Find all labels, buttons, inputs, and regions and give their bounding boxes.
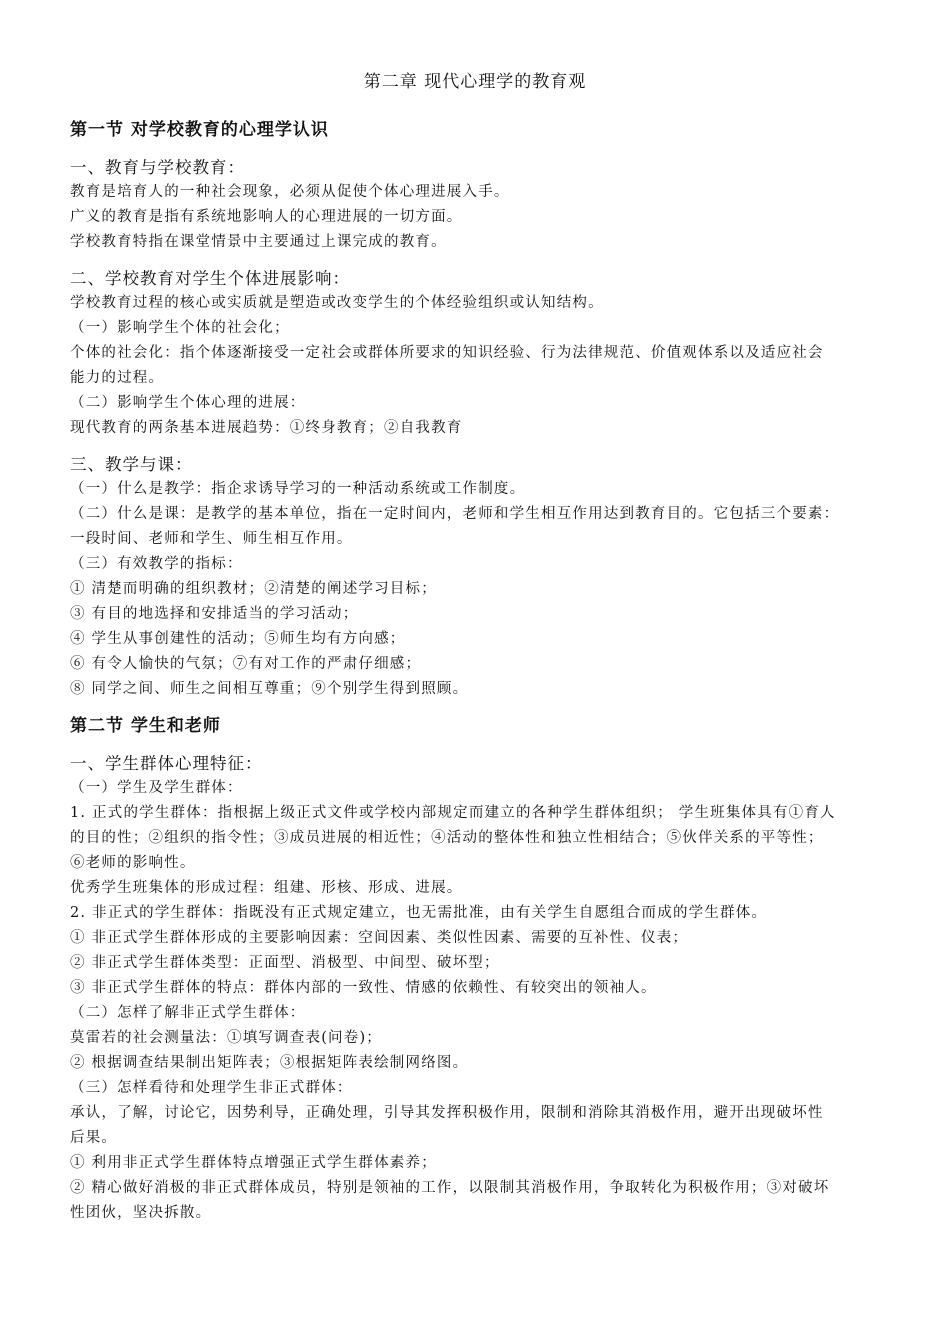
paragraph-line: （二）怎样了解非正式学生群体：	[70, 1005, 306, 1021]
paragraph-line: 2. 非正式的学生群体：指既没有正式规定建立，也无需批准，由有关学生自愿组合而成的学生群体。	[70, 905, 768, 921]
list-item: ③ 有目的地选择和安排适当的学习活动；	[70, 606, 359, 622]
list-item: ① 非正式学生群体形成的主要影响因素：空间因素、类似性因素、需要的互补性、仪表；	[70, 930, 689, 946]
list-item: ② 非正式学生群体类型：正面型、消极型、中间型、破坏型；	[70, 955, 500, 971]
paragraph-line: 个体的社会化：指个体逐渐接受一定社会或群体所要求的知识经验、行为法律规范、价值观体系以及适应社会	[70, 345, 824, 361]
paragraph-line: 优秀学生班集体的形成过程：组建、形核、形成、进展。	[70, 880, 463, 896]
list-item: ⑥ 有令人愉快的气氛；⑦有对工作的严肃仔细感；	[70, 656, 422, 672]
paragraph-line: 广义的教育是指有系统地影响人的心理进展的一切方面。	[70, 209, 463, 225]
paragraph-line: （三）怎样看待和处理学生非正式群体：	[70, 1080, 353, 1096]
heading-2-1: 一、学生群体心理特征：	[70, 754, 263, 773]
paragraph-line: 现代教育的两条基本进展趋势：①终身教育；②自我教育	[70, 420, 463, 436]
heading-1-2: 二、学校教育对学生个体进展影响：	[70, 269, 350, 288]
paragraph-line: 学校教育过程的核心或实质就是塑造或改变学生的个体经验组织或认知结构。	[70, 295, 604, 311]
list-item: ② 精心做好消极的非正式群体成员，特别是领袖的工作，以限制其消极作用，争取转化为积极作用；③对破坏	[70, 1180, 830, 1196]
heading-1-1: 一、教育与学校教育：	[70, 158, 245, 177]
paragraph-line: 后果。	[70, 1130, 118, 1146]
list-item: ③ 非正式学生群体的特点：群体内部的一致性、情感的依赖性、有较突出的领袖人。	[70, 980, 657, 996]
paragraph-line: 的目的性；②组织的指令性；③成员进展的相近性；④活动的整体性和独立性相结合；⑤伙伴关系的平等性；	[70, 830, 824, 846]
paragraph-line: 承认，了解，讨论它，因势利导，正确处理，引导其发挥积极作用，限制和消除其消极作用，避开出现破坏性	[70, 1105, 824, 1121]
paragraph-line: 能力的过程。	[70, 370, 165, 386]
paragraph-line: （二）什么是课：是教学的基本单位，指在一定时间内，老师和学生相互作用达到教育目的。它包括三个要素：	[70, 506, 840, 522]
chapter-title: 第二章 现代心理学的教育观	[363, 72, 587, 92]
section-1-title: 第一节 对学校教育的心理学认识	[70, 120, 329, 140]
section-2-title: 第二节 学生和老师	[70, 716, 221, 736]
paragraph-line: 教育是培育人的一种社会现象，必须从促使个体心理进展入手。	[70, 184, 510, 200]
list-item: ⑧ 同学之间、师生之间相互尊重；⑨个别学生得到照顾。	[70, 681, 469, 697]
paragraph-line: （一）什么是教学：指企求诱导学习的一种活动系统或工作制度。	[70, 481, 526, 497]
paragraph-line: （一）学生及学生群体：	[70, 780, 243, 796]
list-item: ① 利用非正式学生群体特点增强正式学生群体素养；	[70, 1155, 437, 1171]
paragraph-line: 学校教育特指在课堂情景中主要通过上课完成的教育。	[70, 234, 447, 250]
paragraph-line: （三）有效教学的指标：	[70, 556, 243, 572]
list-item: 性团伙，坚决拆散。	[70, 1205, 212, 1221]
paragraph-line: 莫雷若的社会测量法：①填写调查表(问卷)；	[70, 1030, 383, 1046]
list-item: ① 清楚而明确的组织教材；②清楚的阐述学习目标；	[70, 581, 437, 597]
paragraph-line: （一）影响学生个体的社会化；	[70, 320, 290, 336]
paragraph-line: 一段时间、老师和学生、师生相互作用。	[70, 531, 353, 547]
list-item: ④ 学生从事创建性的活动；⑤师生均有方向感；	[70, 631, 406, 647]
list-item: ② 根据调查结果制出矩阵表；③根据矩阵表绘制网络图。	[70, 1055, 469, 1071]
heading-1-3: 三、教学与课：	[70, 455, 193, 474]
paragraph-line: 1. 正式的学生群体：指根据上级正式文件或学校内部规定而建立的各种学生群体组织； 学生班集体具有①育人	[70, 805, 836, 821]
paragraph-line: （二）影响学生个体心理的进展：	[70, 395, 306, 411]
paragraph-line: ⑥老师的影响性。	[70, 855, 196, 871]
